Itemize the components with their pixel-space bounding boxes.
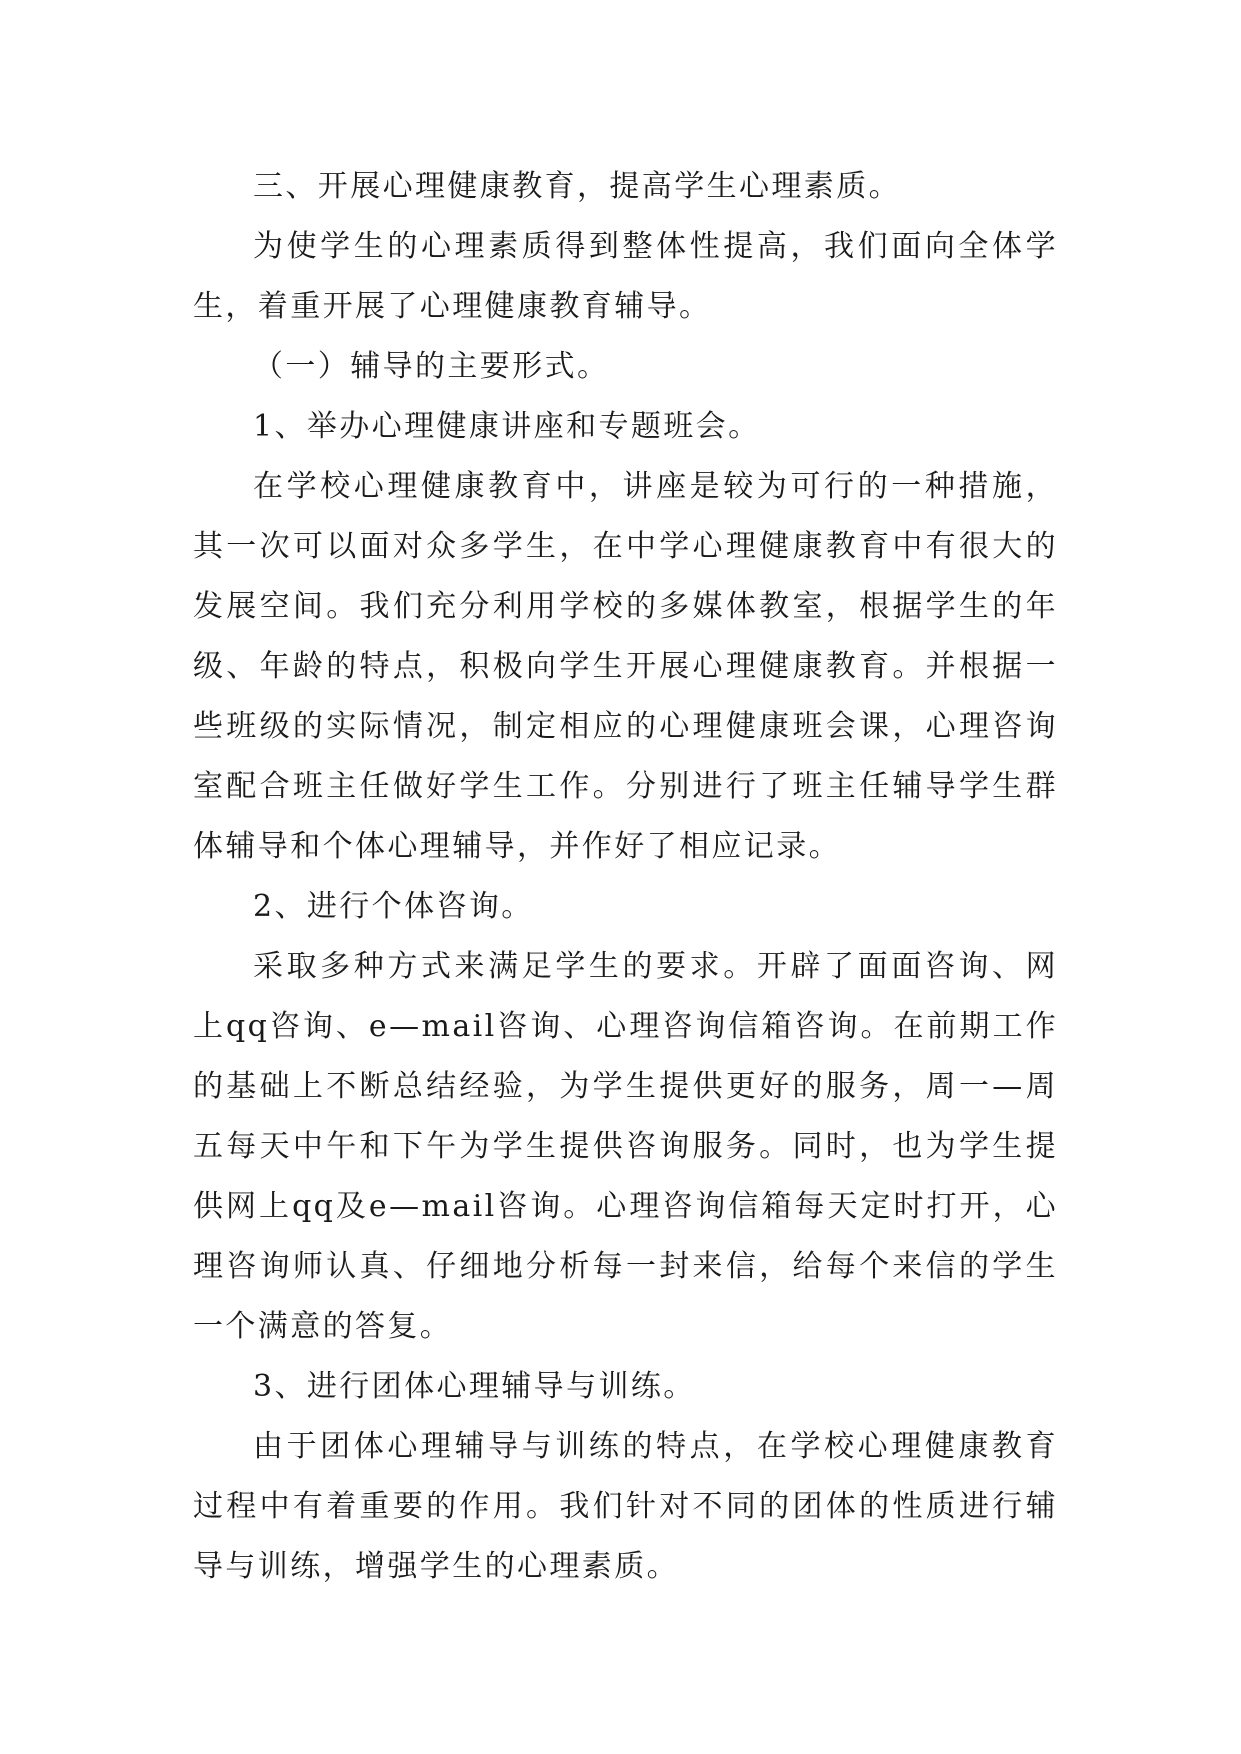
section-heading: 三、开展心理健康教育，提高学生心理素质。 (253, 169, 901, 204)
item-heading: 1、举办心理健康讲座和专题班会。 (253, 409, 761, 444)
document-body (193, 157, 1058, 1597)
paragraph: 为使学生的心理素质得到整体性提高，我们面向全体学生，着重开展了心理健康教育辅导。 (193, 229, 1058, 324)
paragraph: 采取多种方式来满足学生的要求。开辟了面面咨询、网上qq咨询、e—mail咨询、心理咨询信箱咨询。在前期工作的基础上不断总结经验，为学生提供更好的服务，周一—周五每天中午和下午为学生提供咨询服务。同时，也为学生提供网上qq及e—mail咨询。心理咨询信箱每天定时打开，心理咨询师认真、仔细地分析每一封来信，给每个来信的学生一个满意的答复。 (193, 949, 1058, 1344)
paragraph: 由于团体心理辅导与训练的特点，在学校心理健康教育过程中有着重要的作用。我们针对不同的团体的性质进行辅导与训练，增强学生的心理素质。 (193, 1429, 1058, 1584)
paragraph: 在学校心理健康教育中，讲座是较为可行的一种措施，其一次可以面对众多学生，在中学心理健康教育中有很大的发展空间。我们充分利用学校的多媒体教室，根据学生的年级、年龄的特点，积极向学生开展心理健康教育。并根据一些班级的实际情况，制定相应的心理健康班会课，心理咨询室配合班主任做好学生工作。分别进行了班主任辅导学生群体辅导和个体心理辅导，并作好了相应记录。 (193, 469, 1058, 864)
item-heading: 3、进行团体心理辅导与训练。 (253, 1369, 696, 1404)
subsection-heading: （一）辅导的主要形式。 (253, 349, 610, 384)
item-heading: 2、进行个体咨询。 (253, 889, 534, 924)
